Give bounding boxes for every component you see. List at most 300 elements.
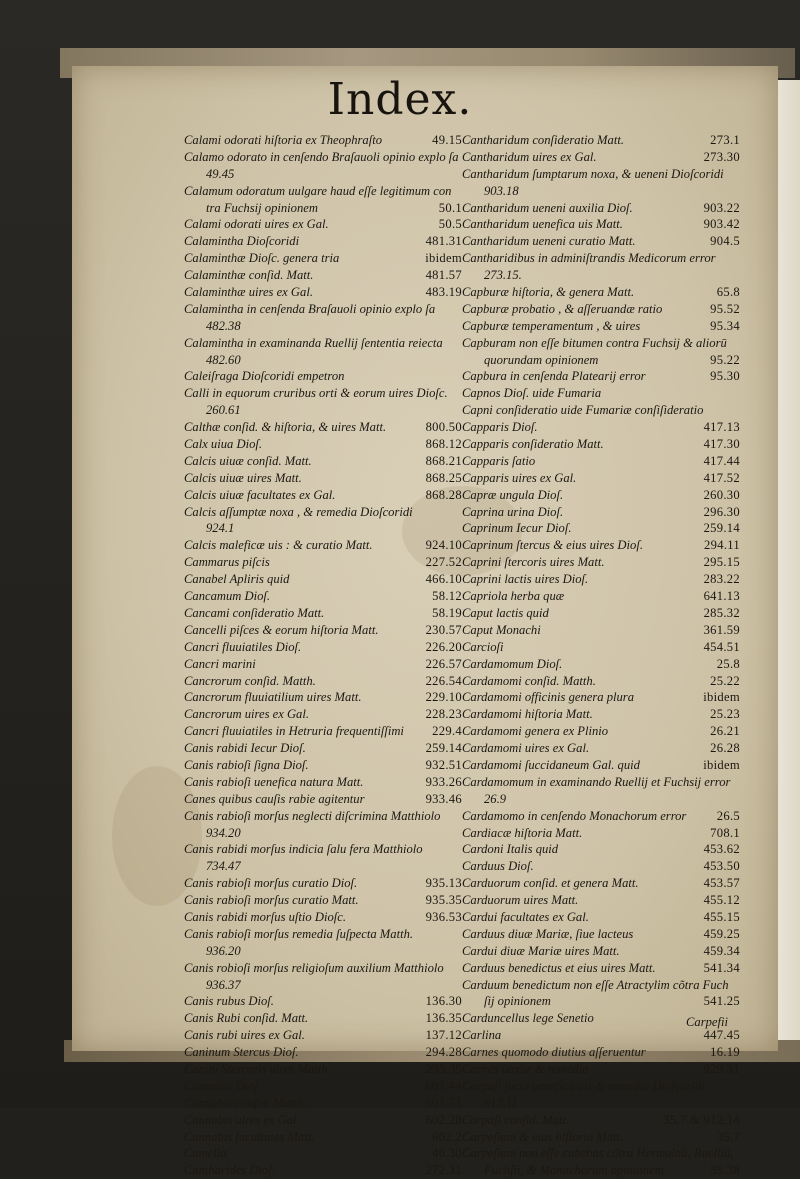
index-entry-text: Cantharidum ueneni auxilia Dioſ.: [462, 200, 633, 215]
index-entry: [462, 774, 740, 791]
index-entry: [462, 402, 740, 419]
index-entry-reference: 455.12: [703, 893, 740, 908]
index-entry-text: 734.47: [206, 859, 241, 874]
index-entry-reference: 230.57: [425, 622, 462, 637]
index-entry-reference: 26.5: [716, 808, 740, 823]
index-entry-reference: 273.30: [703, 149, 740, 164]
index-entry-text: 49.45: [206, 166, 235, 181]
index-entry-text: Calaminthæ Dioſc. genera tria: [184, 251, 340, 266]
index-entry-reference: 25.23: [710, 707, 740, 722]
index-entry-text: Canis rabioſi morſus neglecti diſcrimina Matthiolo: [184, 808, 441, 823]
index-entry: [462, 233, 740, 250]
index-entry: [184, 875, 462, 892]
index-entry: [462, 1162, 740, 1179]
index-entry-reference: 260.30: [703, 487, 740, 502]
index-entry: [462, 993, 740, 1010]
index-entry-text: Carduorum conſid. et genera Matt.: [462, 876, 639, 891]
index-entry-text: Carcioſi: [462, 639, 504, 654]
index-entry: [184, 200, 462, 217]
index-entry-text: Carpaſi ſucci uenefica uis & remedia Dioſcoridi: [462, 1078, 705, 1093]
index-entry-reference: 259.14: [703, 521, 740, 536]
index-entry-text: Calamintha in cenſenda Braſauoli opinio explo ſa: [184, 301, 436, 316]
index-entry-text: Cancelli piſces & eorum hiſtoria Matt.: [184, 622, 379, 637]
index-entry-reference: 481.57: [425, 268, 462, 283]
index-entry-reference: 601.51: [425, 1095, 462, 1110]
index-entry: [184, 791, 462, 808]
index-entry-text: Calcis uiuæ facultates ex Gal.: [184, 487, 336, 502]
index-entry-text: Cardamomum in examinando Ruellij et Fuchsij error: [462, 774, 731, 789]
index-entry: [462, 453, 740, 470]
index-entry-text: 260.61: [206, 403, 241, 418]
index-entry-text: Cancri fluuiatiles Dioſ.: [184, 639, 302, 654]
index-entry-reference: 868.12: [425, 437, 462, 452]
index-entry-text: Cantharidum uires ex Gal.: [462, 149, 597, 164]
index-entry: [184, 774, 462, 791]
index-entry: [462, 571, 740, 588]
index-entry: [462, 875, 740, 892]
index-entry-reference: 868.28: [425, 487, 462, 502]
index-entry-reference: 417.30: [703, 437, 740, 452]
index-entry-text: 482.60: [206, 352, 241, 367]
index-entry-text: Calamo odorato in cenſendo Braſauoli opinio explo ſa: [184, 149, 459, 164]
index-entry-reference: 58.19: [432, 605, 462, 620]
index-entry: [462, 622, 740, 639]
index-entry-text: Calami odorati hiſtoria ex Theophraſto: [184, 133, 383, 147]
index-entry: [462, 808, 740, 825]
index-entry-text: Capnos Dioſ. uide Fumaria: [462, 386, 602, 401]
index-column-left: [184, 132, 462, 1179]
index-entry-text: Cardamomi officinis genera plura: [462, 690, 634, 705]
index-entry: [184, 960, 462, 977]
index-entry-text: Cardamomi ſuccidaneum Gal. quid: [462, 757, 640, 772]
index-entry-reference: 361.59: [703, 622, 740, 637]
index-entry: [184, 656, 462, 673]
index-entry-text: Canis rabidi morſus indicia ſalu fera Matthiolo: [184, 842, 423, 857]
index-entry: [184, 301, 462, 318]
index-entry-text: Canis robioſi morſus religioſum auxilium Matthiolo: [184, 960, 444, 975]
index-entry: [462, 385, 740, 402]
index-entry: [462, 1112, 740, 1129]
index-entry-reference: 453.57: [703, 876, 740, 891]
index-entry: [184, 1162, 462, 1179]
index-entry: [184, 622, 462, 639]
index-entry: [184, 453, 462, 470]
index-entry-reference: 924.10: [425, 538, 462, 553]
index-entry-text: Capriola herba quæ: [462, 589, 565, 604]
index-entry-text: Carduus benedictus et eius uires Matt.: [462, 960, 656, 975]
index-entry-text: Cardui diuæ Mariæ uires Matt.: [462, 943, 620, 958]
index-entry: [184, 605, 462, 622]
index-entry-text: Caprini lactis uires Dioſ.: [462, 572, 589, 587]
index-entry: [184, 1078, 462, 1095]
page-title: Index.: [327, 74, 473, 125]
index-entry: [462, 740, 740, 757]
index-entry: [184, 537, 462, 554]
index-entry: [184, 149, 462, 166]
index-entry-text: Canis rabioſi uenefica natura Matt.: [184, 774, 364, 789]
index-entry-reference: 25.22: [710, 673, 740, 688]
index-entry-reference: 868.25: [425, 470, 462, 485]
index-entry: [184, 588, 462, 605]
index-entry-text: Capparis uires ex Gal.: [462, 470, 577, 485]
index-entry-text: Calamintha in examinanda Ruellij ſententia reiecta: [184, 335, 443, 350]
index-entry-text: Cantharidum ſumptarum noxa, & ueneni Dioſcoridi: [462, 166, 724, 181]
index-entry-reference: 136.35: [425, 1011, 462, 1026]
index-entry-reference: 273.1: [710, 133, 740, 147]
index-entry-reference: 95.30: [710, 369, 740, 384]
index-entry-reference: 226.20: [425, 639, 462, 654]
index-entry: [462, 1044, 740, 1061]
index-entry-text: Cardamomi conſid. Matth.: [462, 673, 596, 688]
index-entry-text: Caprini ſtercoris uires Matt.: [462, 555, 605, 570]
index-entry: [184, 825, 462, 842]
index-entry-text: Capburæ hiſtoria, & genera Matt.: [462, 285, 635, 300]
index-entry-reference: 541.34: [703, 960, 740, 975]
index-entry-reference: 136.30: [425, 994, 462, 1009]
index-entry-text: Caprina urina Dioſ.: [462, 504, 564, 519]
index-entry-text: Canis rabidi Iecur Dioſ.: [184, 741, 306, 756]
index-entry-text: Cancamum Dioſ.: [184, 589, 271, 604]
index-entry-reference: 641.13: [703, 589, 740, 604]
index-entry-text: Capburæ probatio , & aſſeruandæ ratio: [462, 301, 663, 316]
index-entry-text: tra Fuchsij opinionem: [206, 200, 318, 215]
index-entry: [462, 470, 740, 487]
index-entry: [462, 588, 740, 605]
index-entry-reference: 417.44: [703, 453, 740, 468]
index-entry: [184, 926, 462, 943]
index-entry: [184, 1061, 462, 1078]
index-entry: [184, 673, 462, 690]
index-entry: [462, 149, 740, 166]
index-entry-reference: 935.13: [425, 876, 462, 891]
index-entry-text: 26.9: [484, 791, 507, 806]
index-entry-reference: 16.19: [710, 1045, 740, 1060]
index-entry-reference: 95.22: [710, 352, 740, 367]
index-entry-text: Cardamomo in cenſendo Monachorum error: [462, 808, 687, 823]
index-entry: [184, 1027, 462, 1044]
index-entry-text: Calthæ conſid. & hiſtoria, & uires Matt.: [184, 420, 387, 435]
index-entry: [462, 841, 740, 858]
index-entry-reference: 454.51: [703, 639, 740, 654]
index-entry: [184, 841, 462, 858]
index-entry-reference: 228.23: [425, 707, 462, 722]
index-entry-text: Capburam non eſſe bitumen contra Fuchsij & aliorū: [462, 335, 727, 350]
index-entry-text: Canes quibus cauſis rabie agitentur: [184, 791, 365, 806]
index-entry-text: Calx uiua Dioſ.: [184, 437, 263, 452]
index-entry-text: Capræ ungula Dioſ.: [462, 487, 564, 502]
index-entry-text: Calli in equorum cruribus orti & eorum uires Dioſc.: [184, 386, 448, 401]
index-entry: [462, 757, 740, 774]
index-entry-text: Calamintha Dioſcoridi: [184, 234, 300, 249]
index-entry-reference: 933.26: [425, 774, 462, 789]
index-entry-reference: 601.44: [425, 1078, 462, 1093]
index-entry-text: Cardamomum Dioſ.: [462, 656, 563, 671]
index-entry-reference: 903.42: [703, 217, 740, 232]
index-entry-text: Caprinum ſtercus & eius uires Dioſ.: [462, 538, 643, 553]
index-entry-reference: 296.30: [703, 504, 740, 519]
index-entry: [462, 436, 740, 453]
index-entry: [462, 301, 740, 318]
index-entry: [462, 1078, 740, 1095]
index-entry-text: 936.20: [206, 943, 241, 958]
index-entry: [462, 166, 740, 183]
catchword: Carpefii: [686, 1015, 728, 1029]
index-entry-text: Cantharidum ueneni curatio Matt.: [462, 234, 636, 249]
index-entry-text: ſij opinionem: [484, 994, 551, 1009]
index-entry-text: Capparis ſatio: [462, 453, 536, 468]
index-entry: [184, 470, 462, 487]
index-entry-reference: 26.21: [710, 724, 740, 739]
index-entry-reference: 904.5: [710, 234, 740, 249]
index-entry: [462, 723, 740, 740]
index-entry-text: Cantharidum conſideratio Matt.: [462, 133, 624, 147]
index-entry: [184, 689, 462, 706]
index-entry-reference: 602.28: [425, 1112, 462, 1127]
index-entry-text: Cancrorum fluuiatilium uires Matt.: [184, 690, 362, 705]
index-entry-reference: 95.34: [710, 318, 740, 333]
index-entry: [462, 554, 740, 571]
index-entry-text: Cardamomi genera ex Plinio: [462, 724, 609, 739]
index-entry: [462, 352, 740, 369]
index-entry: [184, 402, 462, 419]
index-entry-text: Cardoni Italis quid: [462, 842, 559, 857]
index-entry-text: 482.38: [206, 318, 241, 333]
index-entry-text: Calcis uiuæ conſid. Matt.: [184, 453, 312, 468]
index-entry-text: Cancri marini: [184, 656, 256, 671]
index-entry-reference: 868.21: [425, 453, 462, 468]
index-entry-reference: 226.57: [425, 656, 462, 671]
index-entry: [462, 1061, 740, 1078]
index-entry-text: Capni conſideratio uide Fumariæ conſiſideratio: [462, 403, 704, 418]
index-entry-text: Calamum odoratum uulgare haud eſſe legitimum con: [184, 183, 452, 198]
index-entry: [184, 757, 462, 774]
index-entry-text: Canis rubi uires ex Gal.: [184, 1028, 305, 1043]
index-entry-text: Carnes uoxiæ & remedia: [462, 1061, 589, 1076]
index-entry: [184, 1145, 462, 1162]
index-entry: [184, 216, 462, 233]
index-entry-text: Carpaſi conſid. Matt.: [462, 1112, 570, 1127]
index-entry: [184, 909, 462, 926]
index-entry-reference: ibidem: [425, 251, 462, 266]
index-entry: [184, 335, 462, 352]
index-entry-text: Calaminthæ uires ex Gal.: [184, 285, 313, 300]
index-entry: [184, 132, 462, 149]
index-entry-text: Cardamomi uires ex Gal.: [462, 741, 590, 756]
index-entry-reference: ibidem: [703, 690, 740, 705]
index-entry-reference: 459.25: [703, 926, 740, 941]
index-entry-reference: 466.10: [425, 572, 462, 587]
index-entry-text: Caleiſraga Dioſcoridi empetron: [184, 369, 345, 384]
index-entry: [184, 520, 462, 537]
index-entry-text: Caput Monachi: [462, 622, 541, 637]
index-entry-text: Cannabis Dioſ.: [184, 1078, 261, 1093]
index-entry: [184, 858, 462, 875]
index-entry: [462, 791, 740, 808]
index-entry: [184, 1010, 462, 1027]
index-entry: [184, 250, 462, 267]
index-entry-text: Caprinum Iecur Dioſ.: [462, 521, 572, 536]
index-entry: [462, 318, 740, 335]
index-entry-text: Cantharides Dioſ.: [184, 1163, 275, 1178]
index-entry-text: 924.1: [206, 521, 235, 536]
index-entry-reference: 295.35: [425, 1061, 462, 1076]
index-entry-text: 912.11: [484, 1095, 518, 1110]
index-entry: [184, 1112, 462, 1129]
index-entry: [184, 352, 462, 369]
index-entry: [462, 216, 740, 233]
index-entry-text: Fuchſii, & Monachorum opinionem: [484, 1163, 664, 1178]
index-entry: [184, 233, 462, 250]
index-entry-reference: 50.5: [438, 217, 462, 232]
index-entry: [462, 284, 740, 301]
index-entry-reference: 936.53: [425, 909, 462, 924]
index-entry-reference: 417.13: [703, 420, 740, 435]
index-entry: [462, 605, 740, 622]
index-entry-reference: 455.15: [703, 909, 740, 924]
index-entry-reference: 481.31: [425, 234, 462, 249]
index-entry-reference: 283.22: [703, 572, 740, 587]
index-entry-text: Canis rubus Dioſ.: [184, 994, 274, 1009]
index-entry: [184, 183, 462, 200]
index-entry-text: Canis rabioſi ſigna Dioſ.: [184, 757, 309, 772]
index-entry-text: Canis rabioſi morſus curatio Matt.: [184, 893, 359, 908]
index-entry-reference: 935.35: [425, 893, 462, 908]
index-entry: [462, 926, 740, 943]
index-entry: [184, 1095, 462, 1112]
index-entry: [184, 385, 462, 402]
index-entry-text: 273.15.: [484, 268, 522, 283]
index-entry-text: Capparis conſideratio Matt.: [462, 437, 604, 452]
index-entry: [462, 419, 740, 436]
index-entry: [462, 825, 740, 842]
index-entry-text: Cancri fluuiatiles in Hetruria frequentiſſimi: [184, 724, 404, 739]
index-entry: [184, 808, 462, 825]
index-entry-reference: 708.1: [710, 825, 740, 840]
index-entry: [184, 318, 462, 335]
index-entry-text: Carduus diuæ Mariæ, ſiue lacteus: [462, 926, 634, 941]
index-entry: [462, 487, 740, 504]
index-entry-reference: 137.12: [425, 1028, 462, 1043]
index-entry: [462, 504, 740, 521]
index-entry-reference: 417.52: [703, 470, 740, 485]
index-entry: [462, 250, 740, 267]
index-entry-text: Cardamomi hiſtoria Matt.: [462, 707, 593, 722]
index-entry-text: Carnes quomodo diutius aſſeruentur: [462, 1045, 646, 1060]
index-entry: [184, 977, 462, 994]
index-entry: [184, 284, 462, 301]
index-entry-text: Canis rabidi morſus uſtio Dioſc.: [184, 909, 346, 924]
index-entry: [462, 673, 740, 690]
index-entry-reference: 25.8: [716, 656, 740, 671]
index-entry-text: Carduorum uires Matt.: [462, 893, 579, 908]
index-entry-reference: 227.52: [425, 555, 462, 570]
index-entry: [184, 723, 462, 740]
index-entry: [462, 858, 740, 875]
index-entry-text: Calcis uiuæ uires Matt.: [184, 470, 302, 485]
index-entry-reference: 49.15: [432, 133, 462, 147]
index-entry-text: quorundam opinionem: [484, 352, 599, 367]
index-entry: [184, 639, 462, 656]
index-entry-text: Cancrorum uires ex Gal.: [184, 707, 309, 722]
index-entry-reference: 229.4: [432, 724, 462, 739]
index-entry-text: Calcis maleficæ uis : & curatio Matt.: [184, 538, 373, 553]
index-entry: [184, 267, 462, 284]
index-entry-reference: 294.28: [425, 1045, 462, 1060]
index-entry: [462, 267, 740, 284]
index-entry-text: Capbura in cenſenda Platearij error: [462, 369, 646, 384]
index-entry-text: Carduus Dioſ.: [462, 859, 534, 874]
index-entry-text: Carpeſium non eſſe cubebas cõtra Hermolaũ, Ruelliũ,: [462, 1146, 734, 1161]
index-entry-reference: 294.11: [704, 538, 740, 553]
index-entry-reference: 541.25: [703, 994, 740, 1009]
index-entry-text: Carpeſium & eius hiſtoria Matt.: [462, 1129, 624, 1144]
index-entry-reference: 602.2: [432, 1129, 462, 1144]
index-entry-reference: 800.50: [425, 420, 462, 435]
index-entry-text: Capburæ temperamentum , & uires: [462, 318, 641, 333]
index-entry: [462, 892, 740, 909]
index-entry: [462, 183, 740, 200]
index-entry-reference: 447.45: [703, 1028, 740, 1043]
index-entry-text: Canini Stercoris uires Matth.: [184, 1061, 331, 1076]
index-entry-reference: ibidem: [703, 757, 740, 772]
index-entry-text: 936.37: [206, 977, 241, 992]
index-entry: [184, 436, 462, 453]
index-entry: [462, 909, 740, 926]
index-entry: [462, 132, 740, 149]
index-entry: [184, 166, 462, 183]
index-entry: [462, 368, 740, 385]
index-entry-reference: 453.62: [703, 842, 740, 857]
index-entry: [184, 571, 462, 588]
index-entry-text: Caninum Stercus Dioſ.: [184, 1045, 299, 1060]
index-entry: [184, 504, 462, 521]
index-entry-text: Carduncellus lege Senetio: [462, 1011, 594, 1026]
index-entry-text: Cardui facultates ex Gal.: [462, 909, 589, 924]
index-entry: [184, 943, 462, 960]
index-entry-text: Calaminthæ conſid. Matt.: [184, 268, 314, 283]
index-entry: [462, 656, 740, 673]
index-entry-text: Canis rabioſi morſus curatio Dioſ.: [184, 876, 358, 891]
index-entry-text: 903.18: [484, 183, 519, 198]
index-entry: [184, 368, 462, 385]
index-entry: [462, 977, 740, 994]
index-entry-text: Camella: [184, 1146, 227, 1161]
index-entry-reference: 483.19: [425, 285, 462, 300]
index-entry-text: Cammarus piſcis: [184, 555, 270, 570]
index-entry-reference: 932.51: [425, 757, 462, 772]
index-entry: [184, 892, 462, 909]
index-entry-reference: 229.10: [425, 690, 462, 705]
index-entry: [184, 554, 462, 571]
index-entry-text: Capparis Dioſ.: [462, 420, 538, 435]
index-entry-reference: 26.28: [710, 741, 740, 756]
index-entry: [462, 520, 740, 537]
index-entry-text: Cannabis uires ex Gal.: [184, 1112, 300, 1127]
index-entry: [462, 200, 740, 217]
index-entry: [184, 740, 462, 757]
index-entry: [184, 1044, 462, 1061]
index-entry: [462, 1095, 740, 1112]
index-entry: [462, 537, 740, 554]
index-entry-reference: 95.52: [710, 301, 740, 316]
index-entry-text: Cannabis conſid. Matth.: [184, 1095, 307, 1110]
index-entry-reference: 272.31: [425, 1163, 462, 1178]
index-entry-text: Cannabis facultates Matt.: [184, 1129, 315, 1144]
index-entry-reference: 903.22: [703, 200, 740, 215]
index-entry: [462, 1129, 740, 1146]
index-entry: [462, 1145, 740, 1162]
index-entry-text: Carduum benedictum non eſſe Atractylim cõtra Fuch: [462, 977, 729, 992]
